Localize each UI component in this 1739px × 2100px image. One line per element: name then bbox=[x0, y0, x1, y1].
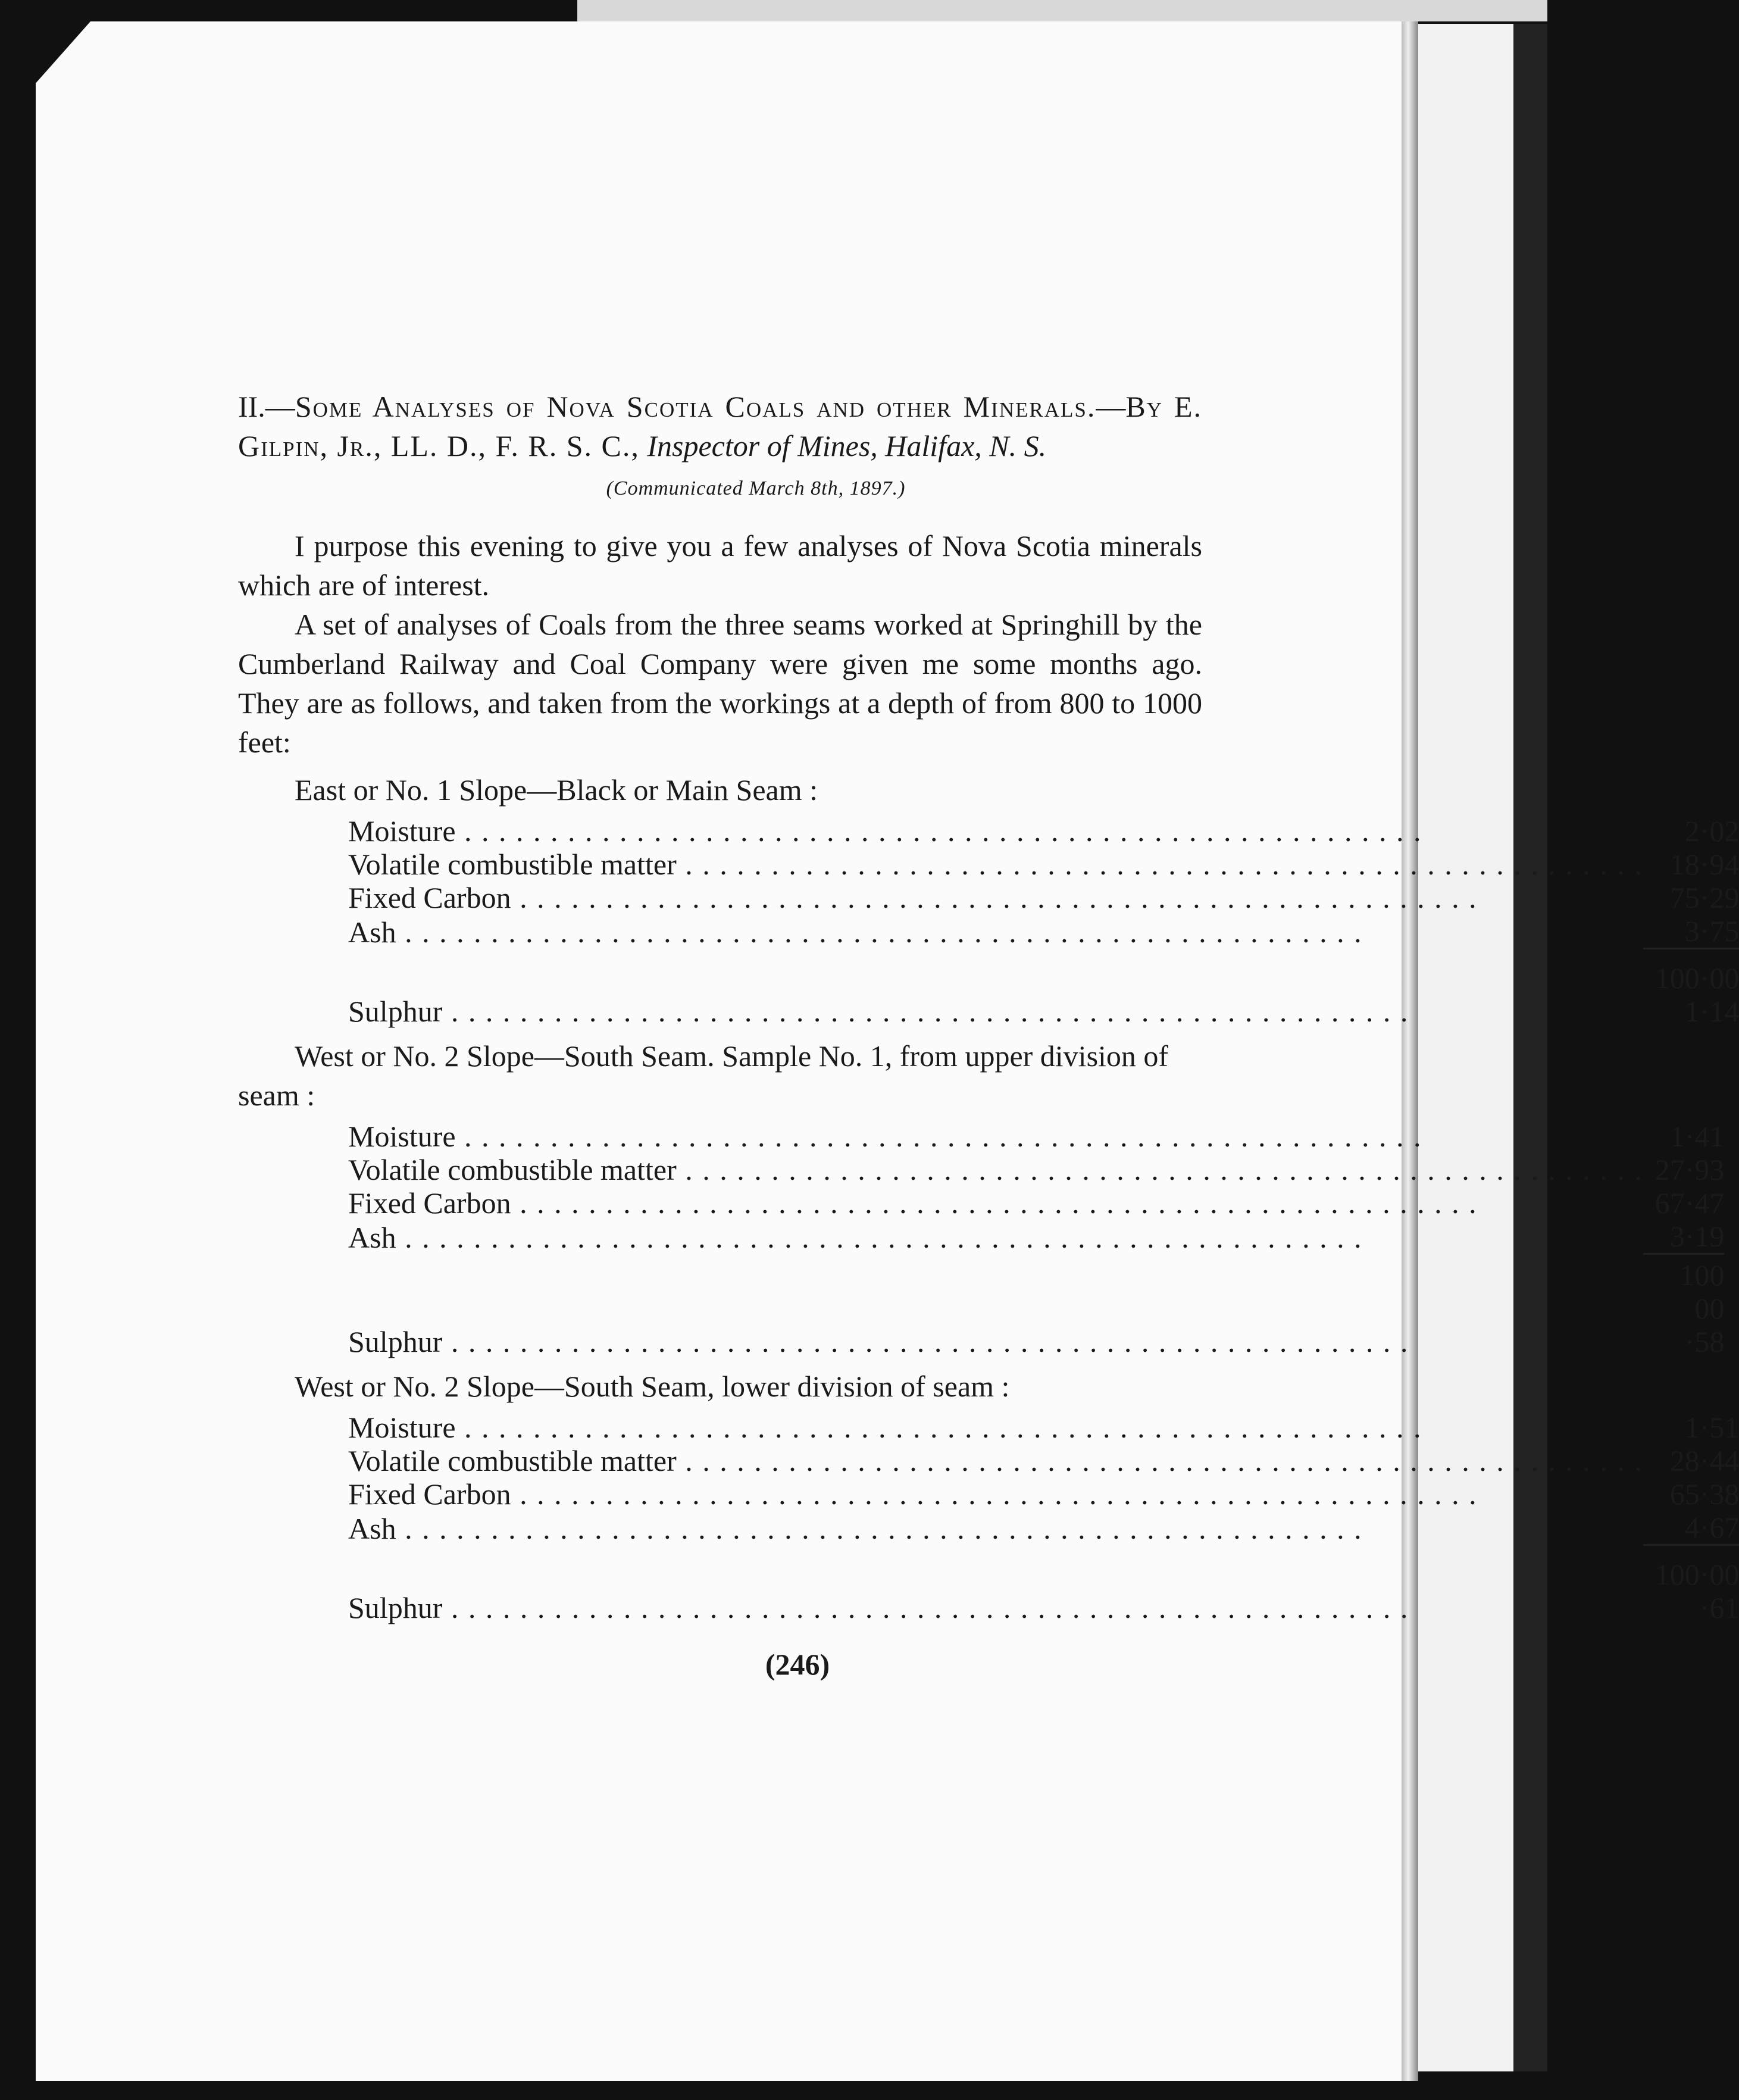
sulphur-row bbox=[348, 1591, 1739, 1624]
table-row bbox=[348, 1444, 1739, 1477]
table-row bbox=[348, 1511, 1739, 1545]
row-value: 27·93 bbox=[1654, 1153, 1725, 1186]
page-number: (246) bbox=[765, 1648, 830, 1681]
table-row bbox=[348, 814, 1739, 848]
title-author: By E. Gilpin, Jr., LL. D., F. R. S. C., bbox=[238, 390, 1202, 462]
table-row bbox=[348, 1411, 1739, 1444]
paragraph-intro: I purpose this evening to give you a few analyses of Nova Scotia minerals which are of interest. bbox=[238, 529, 1202, 602]
title-main: Some Analyses of Nova Scotia Coals and other Minerals. bbox=[295, 390, 1096, 423]
row-label: Moisture bbox=[348, 1411, 456, 1444]
row-value: 3·75 bbox=[1684, 914, 1739, 948]
row-label: Moisture bbox=[348, 814, 456, 848]
row-value: ·58 bbox=[1684, 1325, 1725, 1358]
title-number: II.— bbox=[238, 390, 295, 423]
sulphur-row bbox=[348, 1325, 1724, 1358]
section-heading: West or No. 2 Slope—South Seam. Sample No. 1, from upper division of seam : bbox=[238, 1039, 1169, 1112]
row-label: Volatile combustible matter bbox=[348, 1153, 677, 1186]
table-row bbox=[348, 881, 1739, 914]
row-value: ·61 bbox=[1699, 1591, 1739, 1624]
table-row bbox=[348, 848, 1739, 881]
row-label: Moisture bbox=[348, 1120, 456, 1153]
total-row bbox=[348, 1545, 1739, 1592]
title-author-position: Inspector of Mines, Halifax, N. S. bbox=[647, 429, 1047, 462]
facing-page-edge bbox=[1418, 24, 1513, 2071]
row-value: 75·29 bbox=[1669, 881, 1739, 914]
row-value: 65·38 bbox=[1669, 1477, 1739, 1511]
scan-border-right bbox=[1513, 24, 1547, 2071]
row-value: 18·94 bbox=[1669, 848, 1739, 881]
page-content bbox=[238, 387, 1739, 1684]
paragraph-springhill: A set of analyses of Coals from the three seams worked at Springhill by the Cumberland Railway and Coal Company were given me some months ago. They are as follows, and taken from the workings at a depth of from 800 to 1000 feet: bbox=[238, 608, 1202, 759]
row-label: Fixed Carbon bbox=[348, 1186, 511, 1220]
row-value: 1·14 bbox=[1684, 995, 1739, 1028]
sulphur-row bbox=[348, 995, 1739, 1028]
total-row bbox=[348, 1254, 1724, 1326]
communicated-date: (Communicated March 8th, 1897.) bbox=[606, 477, 906, 499]
table-row bbox=[348, 1186, 1724, 1220]
row-value: 67·47 bbox=[1654, 1186, 1725, 1220]
row-label: Sulphur bbox=[348, 1591, 443, 1624]
row-value: 2·02 bbox=[1684, 814, 1739, 848]
total-value: 100·00 bbox=[1643, 1545, 1739, 1592]
row-label: Ash bbox=[348, 1220, 396, 1254]
book-spine-shadow bbox=[1402, 21, 1418, 2081]
row-label: Fixed Carbon bbox=[348, 1477, 511, 1511]
row-label: Sulphur bbox=[348, 1325, 443, 1358]
analysis-table bbox=[348, 814, 1739, 1028]
row-value: 28·44 bbox=[1669, 1444, 1739, 1477]
row-label: Sulphur bbox=[348, 995, 443, 1028]
table-row bbox=[348, 1120, 1724, 1153]
row-label: Fixed Carbon bbox=[348, 881, 511, 914]
table-row bbox=[348, 1220, 1724, 1254]
title-separator: — bbox=[1096, 390, 1126, 423]
analysis-table bbox=[348, 1120, 1724, 1358]
row-value: 1·41 bbox=[1669, 1120, 1725, 1153]
row-label: Volatile combustible matter bbox=[348, 1444, 677, 1477]
section-heading: West or No. 2 Slope—South Seam, lower division of seam : bbox=[295, 1370, 1010, 1403]
total-row bbox=[348, 949, 1739, 995]
row-value: 4·67 bbox=[1684, 1511, 1739, 1544]
table-row bbox=[348, 1153, 1724, 1186]
total-value: 100 00 bbox=[1643, 1254, 1725, 1326]
total-value: 100·00 bbox=[1643, 949, 1739, 995]
section-heading: East or No. 1 Slope—Black or Main Seam : bbox=[295, 773, 818, 807]
row-value: 1·51 bbox=[1684, 1411, 1739, 1444]
table-row bbox=[348, 914, 1739, 949]
row-label: Ash bbox=[348, 1511, 396, 1545]
table-row bbox=[348, 1477, 1739, 1511]
analysis-table bbox=[348, 1411, 1739, 1624]
scan-top-strip bbox=[577, 0, 1547, 21]
row-value: 3·19 bbox=[1669, 1220, 1725, 1253]
row-label: Volatile combustible matter bbox=[348, 848, 677, 881]
row-label: Ash bbox=[348, 915, 396, 949]
article-title bbox=[238, 387, 1202, 465]
